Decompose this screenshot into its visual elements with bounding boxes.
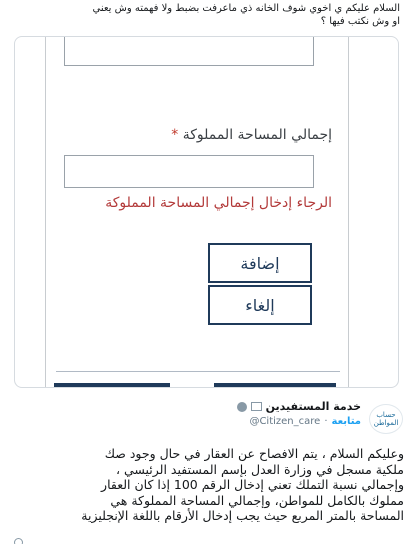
meta-separator: · — [324, 416, 328, 427]
form-screenshot — [45, 36, 349, 388]
display-name[interactable]: خدمة المستفيدين — [265, 400, 361, 413]
form-divider — [56, 371, 340, 372]
reply-tweet-text — [14, 446, 404, 524]
quoted-text-line-1: السلام عليكم ي اخوي شوف الخانه ذي ماعرفت بضبط ولا فهمته وش يعني — [92, 3, 400, 14]
reply-header — [14, 398, 403, 434]
info-icon — [14, 538, 23, 544]
reply-line-3: وإجمالي نسبة التملك تعني إدخال الرقم 100 إذا كان العقار — [101, 477, 404, 493]
reply-line-2: ملكية مسجل في وزارة العدل بإسم المستفيد الرئيسي ، — [115, 461, 404, 477]
area-label-text: إجمالي المساحة المملوكة — [182, 127, 332, 143]
area-field-label — [171, 127, 332, 143]
next-button — [54, 383, 170, 388]
reply-line-1: وعليكم السلام ، يتم الافصاح عن العقار في حال وجود صك — [104, 446, 404, 461]
user-handle: @Citizen_care — [249, 416, 321, 427]
org-badge-icon — [251, 402, 262, 411]
quoted-text-line-2: او وش نكتب فيها ؟ — [320, 16, 400, 27]
follow-link[interactable]: متابعة — [331, 416, 361, 427]
name-row — [237, 400, 361, 413]
add-button: إضافة — [208, 243, 312, 283]
save-button — [214, 383, 336, 388]
required-mark: * — [171, 127, 179, 143]
attached-screenshot[interactable] — [14, 36, 399, 388]
reply-line-4: مملوك بالكامل للمواطن، وإجمالي المساحة المملوكة هي — [110, 492, 404, 508]
previous-field-input — [64, 36, 314, 66]
avatar[interactable]: حساب المواطن — [369, 404, 403, 434]
reply-line-5: المساحة بالمتر المربع حيث يجب إدخال الأرقام باللغة الإنجليزية — [81, 508, 404, 524]
meta-row — [249, 416, 361, 427]
cancel-button: إلغاء — [208, 285, 312, 325]
area-input — [64, 155, 314, 188]
quoted-tweet-text — [14, 2, 400, 28]
area-error-message: الرجاء إدخال إجمالي المساحة المملوكة — [105, 195, 332, 211]
verified-icon — [237, 402, 247, 412]
